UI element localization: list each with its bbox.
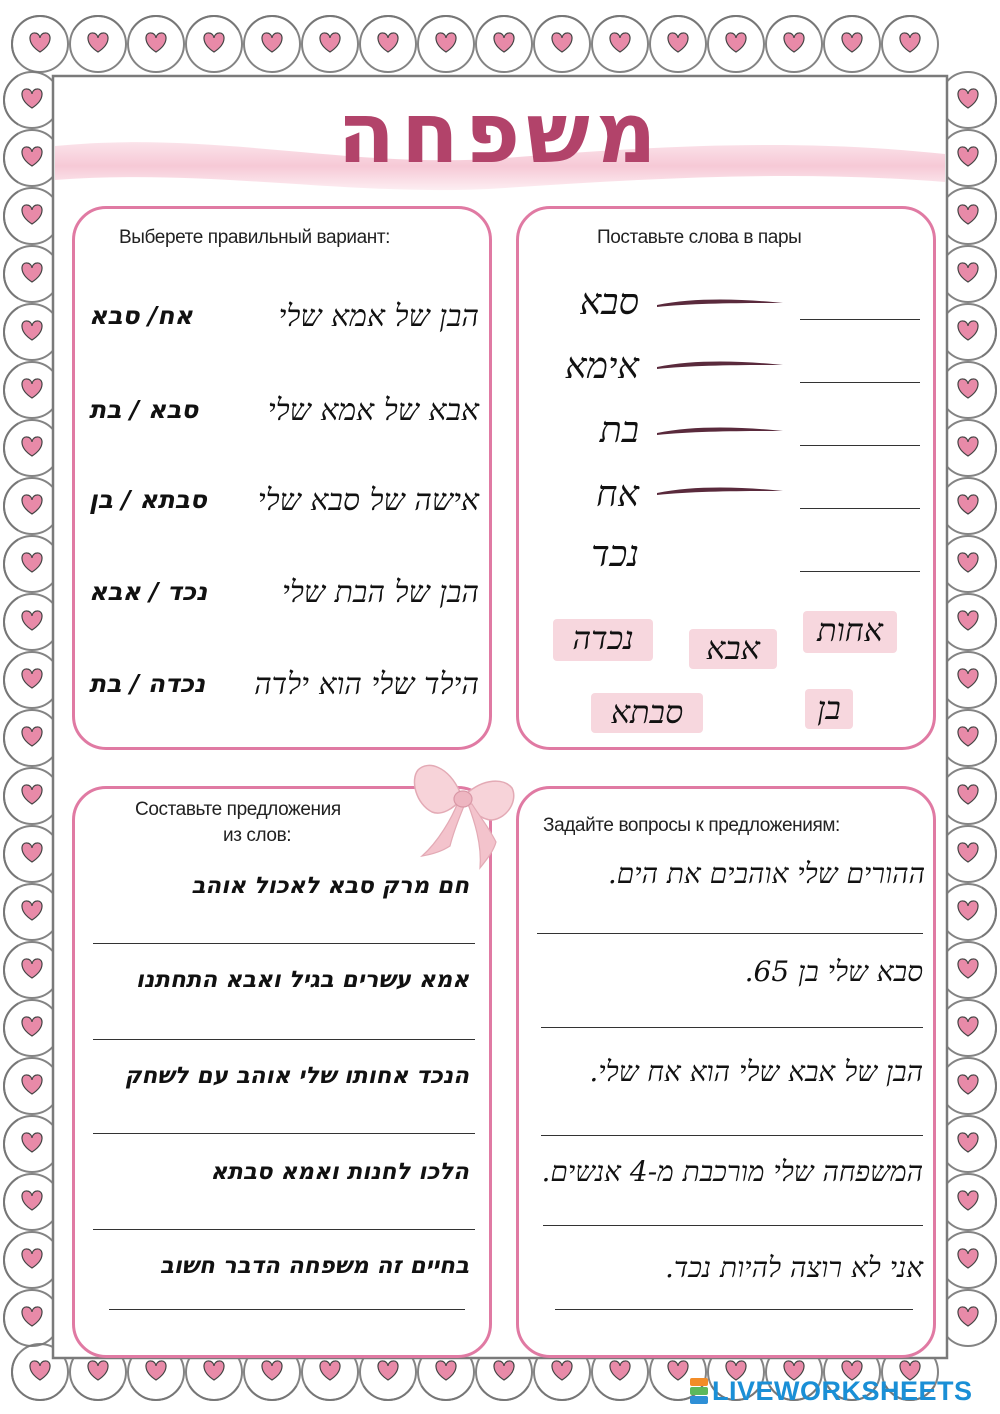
- scrambled-sentence: חם מרק סבא לאכול אוהב: [191, 873, 469, 899]
- answer-line[interactable]: [800, 571, 920, 572]
- scrambled-sentence: בחיים זה משפחה הדבר חשוב: [159, 1253, 469, 1279]
- pair-word: בת: [599, 410, 639, 451]
- word-chip[interactable]: סבתא: [591, 693, 703, 733]
- logo-text: LIVEWORKSHEETS: [712, 1375, 973, 1406]
- question-sentence: המשפחה שלי מורכבת מ-4 אנשים.: [541, 1155, 923, 1188]
- word-pairs-panel: [516, 206, 936, 750]
- word-chip[interactable]: נכדה: [553, 619, 653, 661]
- scrambled-sentence: אמא עשרים בגיל ואבא התחתנו: [135, 967, 469, 993]
- choose-variant-panel: [72, 206, 492, 750]
- pairs-instruction: Поставьте слова в пары: [597, 227, 802, 248]
- scrambled-sentence: הלכו לחנות ואמא סבתא: [210, 1159, 469, 1185]
- pair-word: סבא: [579, 282, 639, 323]
- word-chip[interactable]: בן: [805, 689, 853, 729]
- choose-sentence: הבן של אמא שלי: [278, 299, 479, 334]
- pair-word: אח: [596, 474, 639, 515]
- choose-instruction: Выберете правильный вариант:: [119, 227, 391, 248]
- choose-sentence: אישה של סבא שלי: [257, 483, 479, 518]
- page-title: משפחה: [337, 84, 663, 182]
- choose-options[interactable]: סבתא / בן: [89, 485, 207, 514]
- answer-line[interactable]: [555, 1309, 913, 1310]
- choose-options[interactable]: נכדה / בת: [89, 669, 206, 698]
- compose-instruction: Составьте предложения: [135, 799, 341, 820]
- word-chip[interactable]: אחות: [803, 611, 897, 653]
- questions-instruction: Задайте вопросы к предложениям:: [543, 815, 840, 836]
- pair-word: נכד: [591, 534, 639, 575]
- answer-line[interactable]: [541, 1027, 923, 1028]
- answer-line[interactable]: [800, 508, 920, 509]
- question-sentence: סבא שלי בן 65.: [744, 955, 923, 988]
- scrambled-sentence: הנכד אחותו שלי אוהב עם לשחק: [124, 1063, 469, 1089]
- answer-line[interactable]: [800, 382, 920, 383]
- choose-options[interactable]: נכד / אבא: [89, 577, 208, 606]
- title-banner: [55, 78, 945, 198]
- bow-decoration: [408, 760, 520, 872]
- question-sentence: הבן של אבא שלי הוא אח שלי.: [589, 1055, 923, 1088]
- choose-options[interactable]: אח/ סבא: [89, 301, 193, 330]
- answer-line[interactable]: [541, 1135, 923, 1136]
- choose-sentence: אבא של אמא שלי: [267, 393, 479, 428]
- question-sentence: ההורים שלי אוהבים את הים.: [607, 857, 925, 890]
- answer-line[interactable]: [93, 943, 475, 944]
- liveworksheets-logo: [690, 1374, 973, 1408]
- pair-word: אימא: [565, 346, 639, 387]
- answer-line[interactable]: [93, 1039, 475, 1040]
- choose-sentence: הבן של הבת שלי: [281, 575, 479, 610]
- answer-line[interactable]: [800, 319, 920, 320]
- word-chip[interactable]: אבא: [689, 629, 777, 669]
- question-sentence: אני לא רוצה להיות נכד.: [665, 1251, 923, 1284]
- questions-panel: [516, 786, 936, 1358]
- answer-line[interactable]: [800, 445, 920, 446]
- answer-line[interactable]: [543, 1225, 923, 1226]
- answer-line[interactable]: [109, 1309, 465, 1310]
- choose-sentence: הילד שלי הוא ילדה: [254, 667, 479, 702]
- logo-icon: [690, 1378, 708, 1404]
- answer-line[interactable]: [537, 933, 923, 934]
- choose-options[interactable]: סבא / בת: [89, 395, 199, 424]
- compose-instruction: из слов:: [223, 825, 292, 846]
- answer-line[interactable]: [93, 1229, 475, 1230]
- answer-line[interactable]: [93, 1133, 475, 1134]
- brush-strokes: [655, 293, 785, 533]
